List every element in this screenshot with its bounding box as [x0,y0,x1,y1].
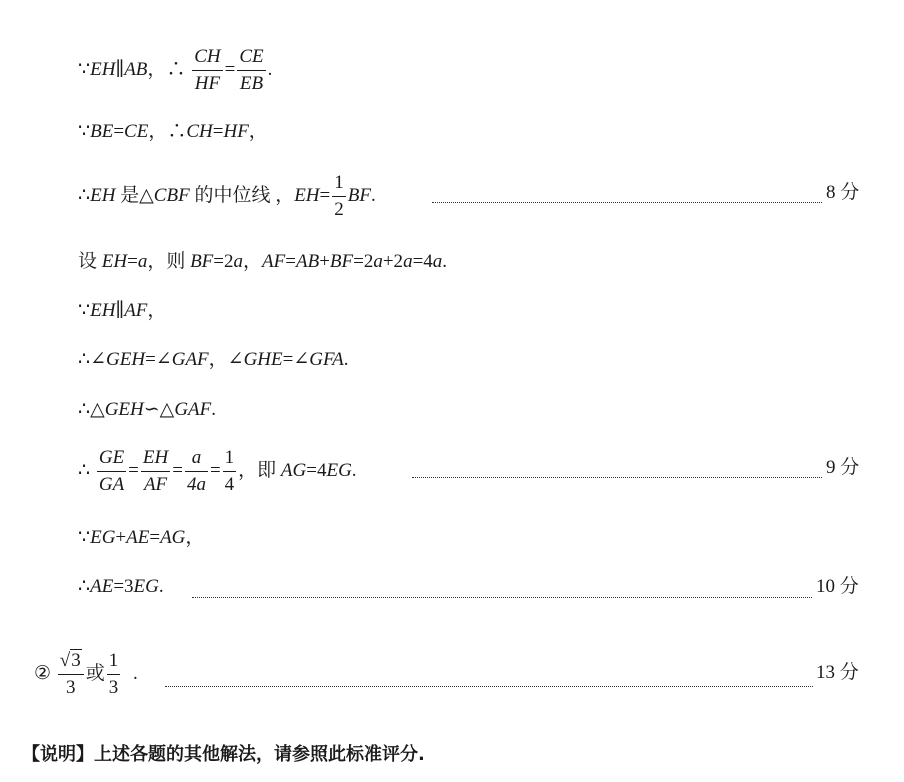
equals-2: =2 [353,251,374,272]
denominator: 2 [334,199,344,220]
numerator: CE [237,46,265,71]
leader-dots-13 [165,686,813,687]
leader-dots-9 [412,477,822,478]
radicand: 3 [71,650,81,671]
segment-af: AF [124,300,148,321]
text-or: 或 [85,662,105,684]
separator: ， [243,251,263,272]
numerator: 1 [107,650,121,675]
period: . [442,251,448,272]
line-9 [78,526,204,550]
segment-bf: BF [329,251,354,272]
equals: = [113,121,125,142]
period: . [343,349,349,370]
segment-ag: AG [280,459,307,481]
equals: = [209,459,221,481]
score-8: 8 分 [826,182,860,203]
equals: = [149,527,161,548]
equals: = [319,184,331,206]
text-that-is: ，即 [238,459,281,481]
angle-ghe: GHE [243,349,283,370]
period: . [370,184,376,206]
period: . [158,576,164,597]
because-symbol: ∵ [78,527,91,548]
line-8 [78,447,357,496]
triangle-gaf: GAF [174,399,212,420]
segment-bf: BF [347,184,371,206]
similar-symbol: ∽△ [143,399,175,420]
fraction-1-3 [107,650,121,699]
line-4 [78,250,447,274]
segment-ae: AE [126,527,150,548]
segment-bf: BF [190,251,214,272]
therefore-symbol: ∴ [78,184,91,206]
fraction-ce-eb [237,46,265,95]
var-a: a [432,251,443,272]
triangle-geh: GEH [104,399,144,420]
text-midline: 的中位线 ， [189,184,295,206]
segment-eg: EG [133,576,159,597]
period: . [267,58,273,80]
numerator: EH [141,447,170,472]
line-11 [34,650,138,699]
period: . [133,662,138,684]
therefore-triangle: ∴△ [78,399,105,420]
denominator: AF [143,474,168,495]
equals-4: =4 [412,251,433,272]
segment-eh: EH [90,58,116,80]
segment-eh: EH [101,251,128,272]
therefore-symbol: ∴ [78,459,91,481]
segment-eg: EG [326,459,352,481]
separator: ， [147,300,167,321]
separator: ， [147,58,167,80]
equals: = [172,459,183,481]
denominator: GA [98,474,125,495]
equals-3: =3 [113,576,134,597]
because-symbol: ∵ [78,121,91,142]
fraction-ge-ga [97,447,126,496]
line-6 [78,348,349,372]
segment-ag: AG [160,527,186,548]
plus-2: +2 [382,251,404,272]
period: . [211,399,216,420]
score-9: 9 分 [826,457,860,478]
denominator: 4a [186,474,206,495]
equals-2: =2 [213,251,234,272]
circled-two: ② [34,662,52,684]
text-let: 设 [78,251,102,272]
line-7 [78,398,216,422]
equals: = [285,251,296,272]
text-then: ，则 [147,251,191,272]
therefore-symbol: ∴ [166,58,186,80]
line-2 [78,120,268,144]
segment-be: BE [90,121,114,142]
equals-angle: =∠ [145,349,172,370]
angle-gfa: GFA [309,349,344,370]
parallel-symbol: ∥ [115,300,125,321]
segment-ab: AB [295,251,320,272]
leader-dots-10 [192,597,812,598]
sqrt-symbol: √3 [59,650,81,671]
numerator [58,650,84,675]
var-a: a [137,251,148,272]
line-3 [78,172,376,221]
segment-hf: HF [223,121,249,142]
period: . [351,459,357,481]
denominator: 4 [224,474,235,495]
segment-ce: CE [124,121,149,142]
angle-gaf: GAF [171,349,209,370]
fraction-ch-hf [192,46,222,95]
because-symbol: ∵ [78,300,91,321]
line-5 [78,299,166,323]
because-symbol: ∵ [78,58,91,80]
segment-eh: EH [294,184,320,206]
numerator: a [185,447,208,472]
segment-af: AF [262,251,286,272]
fraction-a-4a [185,447,208,496]
equals-angle: =∠ [282,349,310,370]
triangle-cbf: CBF [153,184,190,206]
therefore-symbol: ∴ [78,576,91,597]
denominator: 3 [108,677,119,698]
var-a: a [373,251,383,272]
var-a: a [403,251,413,272]
fraction-one-half [332,172,346,221]
plus: + [319,251,330,272]
separator: ， [185,527,205,548]
therefore-angle: ∴∠ [78,349,107,370]
numerator: 1 [332,172,346,197]
therefore-symbol: ∴ [167,121,187,142]
leader-dots-8 [432,202,822,203]
score-10: 10 分 [816,576,859,597]
segment-eh: EH [90,300,116,321]
numerator: GE [97,447,126,472]
angle-geh: GEH [106,349,146,370]
segment-ch: CH [186,121,213,142]
numerator: CH [192,46,222,71]
separator: ， [248,121,268,142]
segment-ae: AE [90,576,114,597]
segment-eg: EG [90,527,116,548]
equals: = [128,459,139,481]
var-a: a [233,251,244,272]
equals: = [212,121,224,142]
denominator: 3 [66,677,76,698]
score-13: 13 分 [816,662,859,683]
text-is-triangle: 是△ [115,184,154,206]
segment-eh: EH [90,184,116,206]
line-1 [78,46,272,95]
plus: + [115,527,127,548]
fraction-eh-af [141,447,170,496]
grading-note: 【说明】上述各题的其他解法，请参照此标准评分. [22,744,425,765]
separator-angle: ，∠ [208,349,244,370]
separator: ， [148,121,168,142]
denominator: EB [239,73,264,94]
fraction-sqrt3-over-3 [58,650,84,699]
denominator: HF [194,73,221,94]
equals: = [127,251,138,272]
equals: = [224,58,236,80]
equals-4: =4 [306,459,327,481]
segment-ab: AB [124,58,148,80]
numerator: 1 [223,447,237,472]
line-10 [78,575,164,599]
fraction-1-4 [223,447,237,496]
parallel-symbol: ∥ [115,58,125,80]
